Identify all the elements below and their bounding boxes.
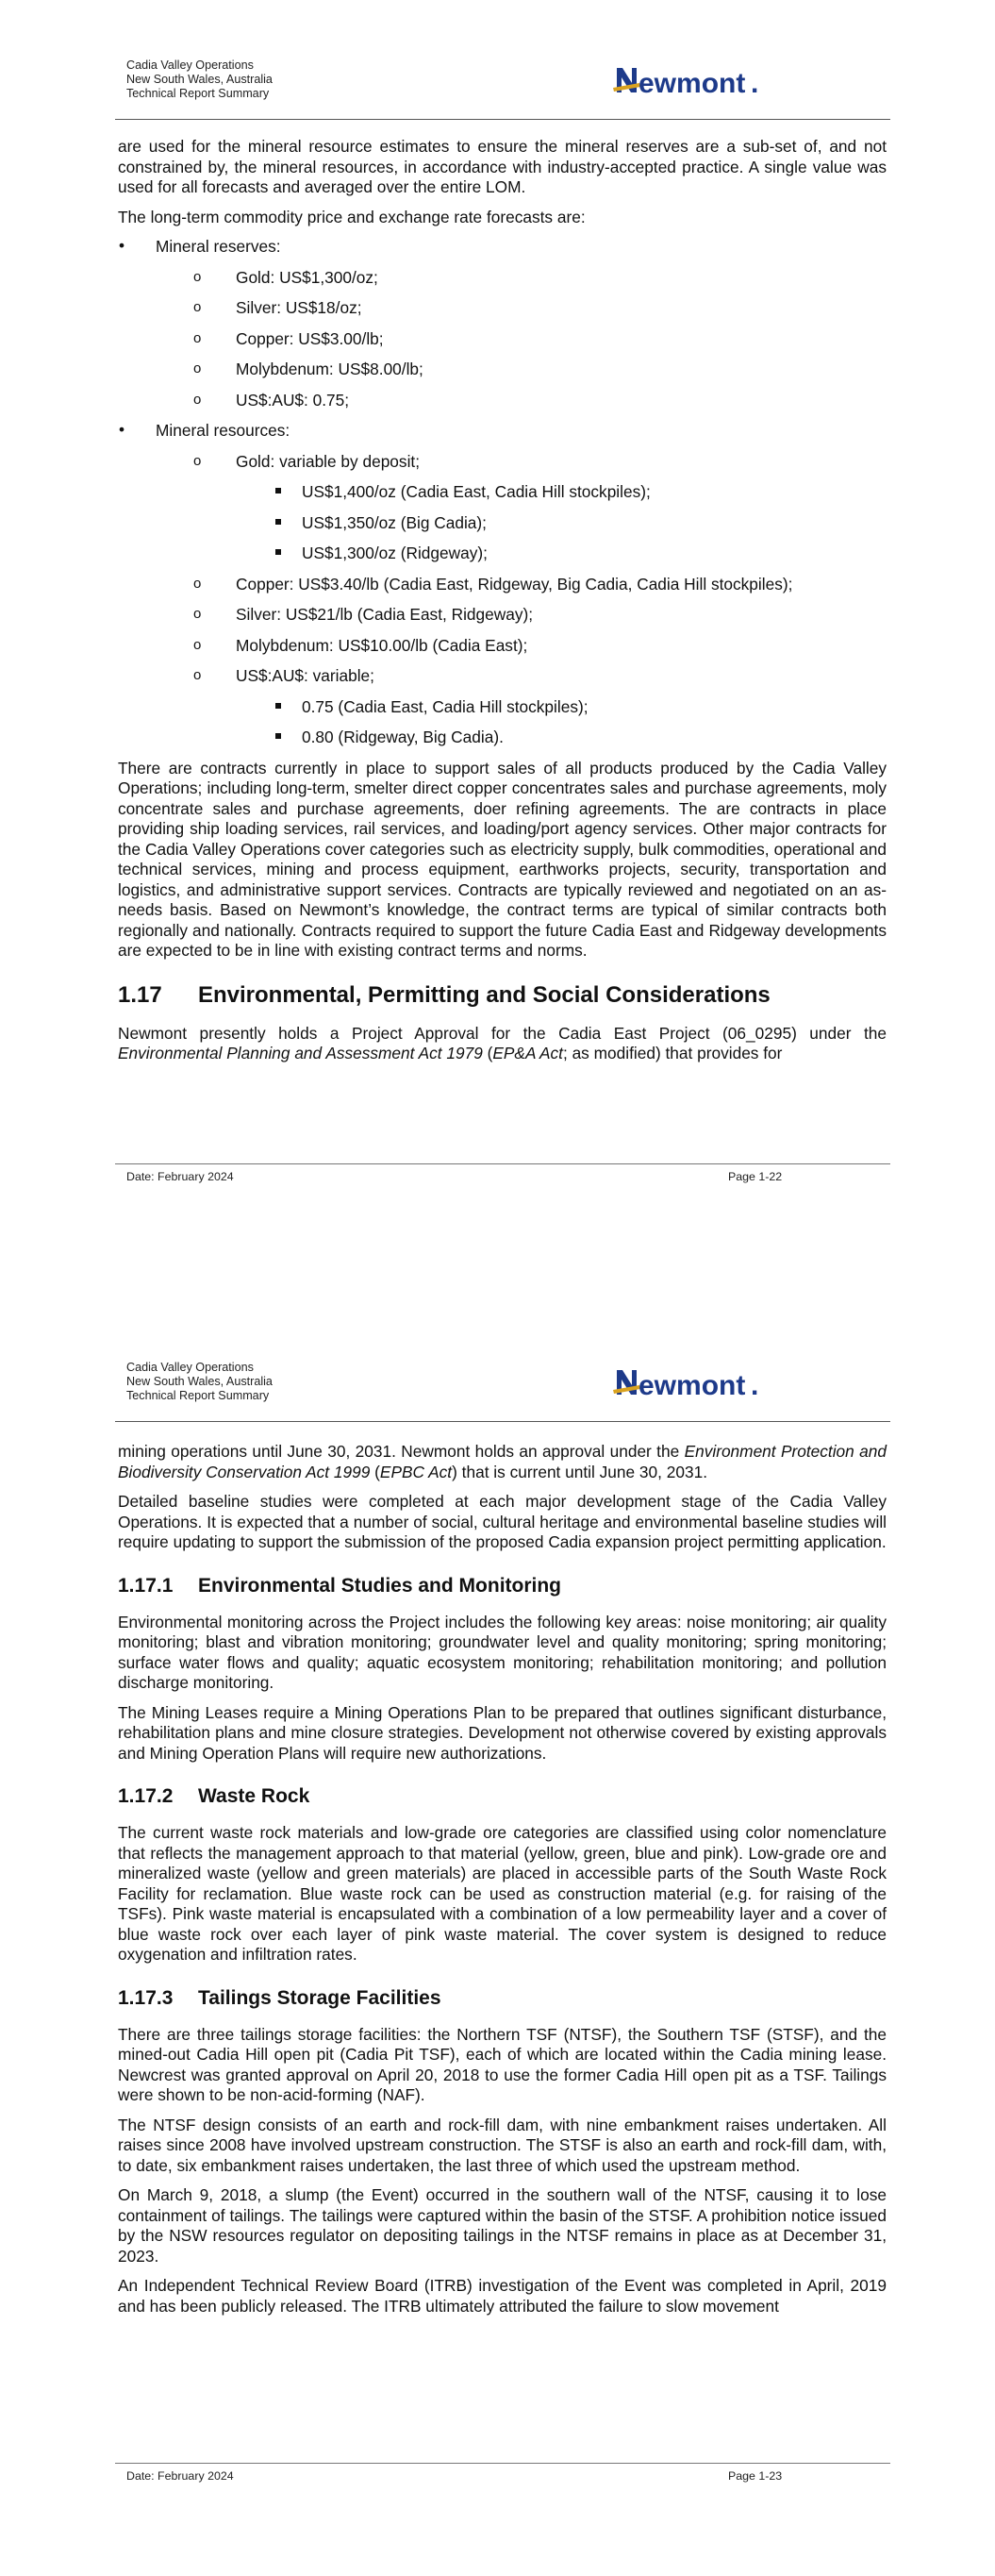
footer-rule (115, 1163, 890, 1164)
list-item: o Gold: US$1,300/oz; (193, 267, 378, 287)
svg-text:.: . (751, 1370, 759, 1401)
header-block (126, 59, 273, 101)
header-line-1: Cadia Valley Operations (126, 59, 254, 72)
page-2 (0, 1302, 995, 2576)
forecast-intro: The long-term commodity price and exchange rate forecasts are: (118, 207, 586, 226)
waste-rock-paragraph: The current waste rock materials and low-grade ore categories are classified using color nomenclature that reflects the management approach to that material (yellow, green, blue and pink). Low-grade ore and mineralized waste (yellow and green materials) are placed in accessible parts of the South Waste Rock Facility for reclamation. Blue waste rock can be used as construction material (e.g. for raising of the TSFs). Pink waste material is encapsulated with a combination of a low permeability layer and a cover of blue waste rock over each layer of pink waste material. The cover system is designed to reduce oxygenation and infiltration rates. (118, 1823, 887, 1964)
page-2-body (118, 1442, 887, 2326)
mining-leases-paragraph: The Mining Leases require a Mining Operations Plan to be prepared that outlines significant disturbance, rehabilitation plans and mine closure strategies. Development not otherwise covered by existing approvals and Mining Operation Plans will require new authorizations. (118, 1702, 887, 1763)
header-line-3: Technical Report Summary (126, 1389, 270, 1402)
tsf-paragraph-2: The NTSF design consists of an earth and rock-fill dam, with nine embankment raises undertaken. All raises since 2008 have involved upstream construction. The STSF is also an earth and rock-fill dam, with, to date, six embankment raises undertaken, the last three of which used the upstream method. (118, 2115, 887, 2175)
header-block (126, 1361, 273, 1403)
environmental-paragraph: Newmont presently holds a Project Approval for the Cadia East Project (06_0295) under the Environmental Planning and Assessment Act 1979 (EP&A Act; as modified) that provides for (118, 1023, 887, 1062)
list-item-resources: • Mineral resources: o Gold: variable by deposit; US$1,400/oz (Cadia East, Cadia Hill stockpiles); US$1,350/oz (Big Cadia); US$1,300/oz (Ridgeway); o Copper: US$3.40/lb (Cadia East, Ridgeway, Big Cadia, Cadia Hill stockpiles); o Silver: US$21/lb (Cadia East, Ridgeway); o Molybdenum: US$10.00/lb (Cadia East); o US$:AU$: variable; 0.75 (Cadia East, Cadia Hill stockpiles); 0.80 (Ridgeway, Big Cadia). (118, 421, 887, 748)
baseline-paragraph: Detailed baseline studies were completed at each major development stage of the Cadia Valley Operations. It is expected that a number of social, cultural heritage and environmental baseline studies will require updating to support the submission of the proposed Cadia expansion project permitting application. (118, 1492, 887, 1551)
approvals-paragraph: mining operations until June 30, 2031. Newmont holds an approval under the Environment Protection and Biodiversity Conservation Act 1999 (EPBC Act) that is current until June 30, 2031. (118, 1442, 887, 1481)
footer-date: Date: February 2024 (126, 2469, 234, 2483)
list-item-reserves: • Mineral reserves: o Gold: US$1,300/oz; o Silver: US$18/oz; o Copper: US$3.00/lb; o Molybdenum: US$8.00/lb; o US$:AU$: 0.75; (118, 237, 887, 410)
header-rule (115, 119, 890, 120)
list-item: o US$:AU$: variable; (193, 666, 374, 685)
list-item: 0.75 (Cadia East, Cadia Hill stockpiles); (156, 697, 887, 718)
contracts-paragraph: There are contracts currently in place to support sales of all products produced by the Cadia Valley Operations; including long-term, smelter direct copper concentrates sales and purchase agreements, moly concentrate sales and purchase agreements, doer refining agreements. The are contracts in place providing ship loading services, rail services, and loading/port agency services. Other major contracts for the Cadia Valley Operations cover categories such as electricity supply, bulk commodities, operational and technical services, mining and process equipment, earthworks projects, security, transportation and logistics, and administrative support services. Contracts are typically reviewed and negotiated on an as-needs basis. Based on Newmont’s knowledge, the contract terms are typical of similar contracts both regionally and nationally. Contracts required to support the future Cadia East and Ridgeway developments are expected to be in line with existing contract terms and norms. (118, 758, 887, 960)
monitoring-paragraph: Environmental monitoring across the Project includes the following key areas: noise monitoring; air quality monitoring; blast and vibration monitoring; groundwater level and quality monitoring; spring monitoring; surface water flows and quality; aquatic ecosystem monitoring; rehabilitation monitoring; and pollution discharge monitoring. (118, 1612, 887, 1692)
footer-page-number: Page 1-23 (728, 2469, 783, 2483)
section-heading-1-17-1: 1.17.1 Environmental Studies and Monitoring (118, 1574, 562, 1597)
svg-text:ewmont: ewmont (638, 1370, 746, 1401)
list-item: US$1,300/oz (Ridgeway); (156, 544, 887, 564)
header-rule (115, 1421, 890, 1422)
logo-text: ewmont (638, 68, 746, 99)
list-item: 0.80 (Ridgeway, Big Cadia). (156, 728, 887, 748)
list-item: o US$:AU$: 0.75; (193, 390, 350, 410)
list-item: o Silver: US$18/oz; (193, 298, 362, 317)
section-heading-1-17-2: 1.17.2 Waste Rock (118, 1785, 310, 1807)
header-line-1: Cadia Valley Operations (126, 1361, 254, 1374)
footer-date: Date: February 2024 (126, 1170, 234, 1183)
tsf-paragraph-3: On March 9, 2018, a slump (the Event) occurred in the southern wall of the NTSF, causing it to lose containment of tailings. The tailings were captured within the basin of the STSF. A prohibition notice issued by the NSW resources regulator on depositing tailings in the NTSF remains in place as at December 31, 2023. (118, 2185, 887, 2266)
header-line-3: Technical Report Summary (126, 87, 270, 100)
price-forecast-list (118, 237, 887, 748)
list-item: o Copper: US$3.00/lb; (193, 328, 384, 348)
newmont-logo (611, 62, 781, 100)
list-item: US$1,400/oz (Cadia East, Cadia Hill stockpiles); (156, 482, 887, 503)
footer-rule (115, 2463, 890, 2464)
header-line-2: New South Wales, Australia (126, 1375, 273, 1388)
svg-text:.: . (751, 68, 759, 99)
page-1-body (118, 137, 887, 1074)
header-line-2: New South Wales, Australia (126, 73, 273, 86)
list-item: o Molybdenum: US$10.00/lb (Cadia East); (193, 635, 528, 655)
page-1 (0, 0, 995, 1255)
section-heading-1-17-3: 1.17.3 Tailings Storage Facilities (118, 1986, 441, 2009)
list-item: o Silver: US$21/lb (Cadia East, Ridgeway); (193, 605, 534, 624)
tsf-paragraph-4: An Independent Technical Review Board (ITRB) investigation of the Event was completed in April, 2019 and has been publicly released. The ITRB ultimately attributed the failure to slow movement (118, 2276, 887, 2316)
footer-page-number: Page 1-22 (728, 1170, 783, 1183)
section-heading-1-17: 1.17 Environmental, Permitting and Social Considerations (118, 981, 771, 1008)
list-item: o Gold: variable by deposit; (193, 451, 421, 471)
list-item: US$1,350/oz (Big Cadia); (156, 513, 887, 534)
list-item: o Copper: US$3.40/lb (Cadia East, Ridgeway, Big Cadia, Cadia Hill stockpiles); (193, 574, 793, 594)
newmont-logo (611, 1364, 781, 1402)
tsf-paragraph-1: There are three tailings storage facilities: the Northern TSF (NTSF), the Southern TSF (STSF), and the mined-out Cadia Hill open pit (Cadia Pit TSF), each of which are located within the Cadia mining lease. Newcrest was granted approval on April 20, 2018 to use the former Cadia Hill open pit as a TSF. Tailings were shown to be non-acid-forming (NAF). (118, 2024, 887, 2104)
intro-paragraph: are used for the mineral resource estimates to ensure the mineral reserves are a sub-set of, and not constrained by, the mineral resources, in accordance with industry-accepted practice. A single value was used for all forecasts and averaged over the entire LOM. (118, 137, 887, 196)
list-item: o Molybdenum: US$8.00/lb; (193, 360, 423, 378)
